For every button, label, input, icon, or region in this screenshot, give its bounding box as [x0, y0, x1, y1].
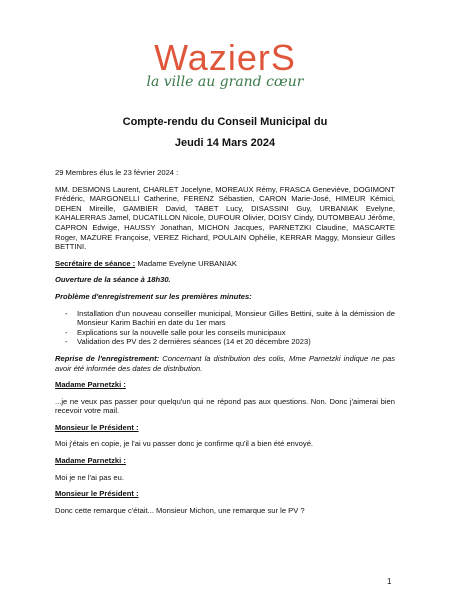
secretary-value: Madame Evelyne URBANIAK — [135, 258, 237, 268]
speech-text: Moi j'étais en copie, je l'ai vu passer donc je confirme qu'il a bien été envoyé. — [55, 439, 314, 449]
speech-text: ...je ne veux pas passer pour quelqu'un qui ne répond pas aux questions. Non. Donc j'aimerai bien recevoir votre mail. — [55, 396, 395, 416]
resumption-label: Reprise de l'enregistrement: — [55, 353, 160, 363]
page-number: 1 — [387, 577, 392, 586]
document-title: Compte-rendu du Conseil Municipal du — [122, 116, 328, 128]
problem-list — [55, 309, 395, 347]
resumption-text: Concernant la distribution des colis, Mme Parnetzki indique ne pas avoir été informée des dates de distribution. — [55, 353, 395, 373]
speaker-label: Monsieur le Président : — [55, 422, 139, 432]
speaker-label: Monsieur le Président : — [55, 489, 139, 499]
wazier-logo — [0, 37, 450, 90]
speech-text: Moi je ne l'ai pas eu. — [55, 472, 124, 482]
document-date: Jeudi 14 Mars 2024 — [174, 137, 276, 149]
logo-tagline: la ville au grand cœur — [146, 74, 304, 90]
resumption-paragraph — [55, 354, 395, 373]
list-item: - Validation des PV des 2 dernières séances (14 et 20 décembre 2023) — [77, 337, 395, 347]
speaker-label: Madame Parnetzki : — [55, 456, 126, 466]
logo-wordmark: WazierS — [154, 37, 296, 78]
problem-heading: Problème d'enregistrement sur les premières minutes: — [55, 291, 252, 301]
list-item: - Explications sur la nouvelle salle pour les conseils municipaux — [77, 328, 395, 338]
speech-text: Donc cette remarque c'était... Monsieur Michon, une remarque sur le PV ? — [55, 505, 305, 515]
members-intro: 29 Membres élus le 23 février 2024 : — [55, 168, 179, 177]
opening-line: Ouverture de la séance à 18h30. — [55, 275, 171, 285]
speaker-label: Madame Parnetzki : — [55, 380, 126, 390]
secretary-line — [55, 259, 395, 269]
list-item: - Installation d'un nouveau conseiller municipal, Monsieur Gilles Bettini, suite à la démission de Monsieur Karim Bachiri en date du 1er mars — [77, 309, 395, 328]
members-list: MM. DESMONS Laurent, CHARLET Jocelyne, MOREAUX Rémy, FRASCA Geneviève, DOGIMONT Frédéric, MARGONELLI Catherine, FERENZ Sébastien, CARON Marie-José, HIMEUR Kémici, DEHEN Mireille, GAMBIER David, TABET Lucy, DISASSINI Guy, URBANIAK Evelyne, KAHALERRAS Jamel, DUCATILLON Nicole, DUFOUR Olivier, DOISY Cindy, DUTOMBEAU Jérôme, CAPRON Edwige, HAUSSY Jonathan, MICHON Jacques, PARNETZKI Claudine, MASCARTE Roger, MAZURE Françoise, VEREZ Richard, POULAIN Ophélie, KERRAR Maggy, Monsieur Gilles BETTINI. — [55, 184, 395, 252]
document-body — [55, 168, 395, 522]
secretary-label: Secrétaire de séance : — [55, 258, 136, 268]
